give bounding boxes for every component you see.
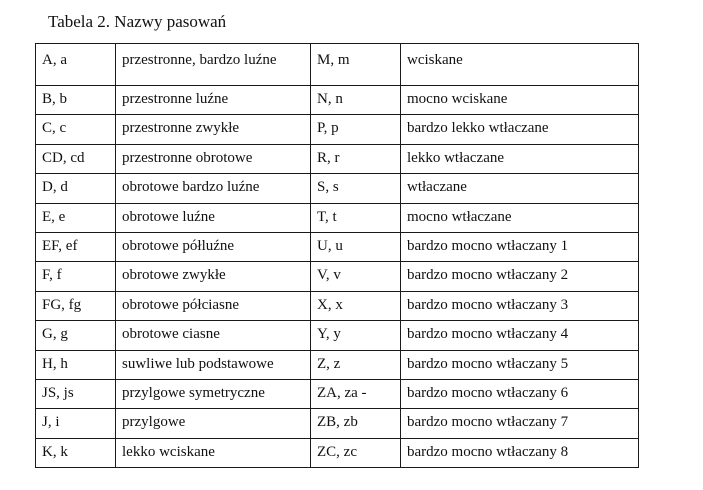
fit-symbol-cell: FG, fg bbox=[36, 291, 116, 320]
fit-symbol-cell: K, k bbox=[36, 438, 116, 467]
fit-name-cell: bardzo mocno wtłaczany 1 bbox=[401, 232, 639, 261]
fit-name-cell: bardzo mocno wtłaczany 2 bbox=[401, 262, 639, 291]
fit-symbol-cell: B, b bbox=[36, 86, 116, 115]
fit-name-cell: wtłaczane bbox=[401, 174, 639, 203]
fit-symbol-cell: X, x bbox=[311, 291, 401, 320]
fit-symbol-cell: J, i bbox=[36, 409, 116, 438]
fit-name-cell: obrotowe zwykłe bbox=[116, 262, 311, 291]
fit-symbol-cell: U, u bbox=[311, 232, 401, 261]
fit-symbol-cell: EF, ef bbox=[36, 232, 116, 261]
table-row bbox=[36, 321, 639, 350]
fit-name-cell: bardzo mocno wtłaczany 3 bbox=[401, 291, 639, 320]
fit-symbol-cell: D, d bbox=[36, 174, 116, 203]
fit-symbol-cell: F, f bbox=[36, 262, 116, 291]
fits-table-body bbox=[36, 44, 639, 468]
table-row bbox=[36, 262, 639, 291]
fit-symbol-cell: C, c bbox=[36, 115, 116, 144]
fit-symbol-cell: T, t bbox=[311, 203, 401, 232]
fit-symbol-cell: Z, z bbox=[311, 350, 401, 379]
fit-name-cell: bardzo lekko wtłaczane bbox=[401, 115, 639, 144]
fit-symbol-cell: V, v bbox=[311, 262, 401, 291]
fit-name-cell: suwliwe lub podstawowe bbox=[116, 350, 311, 379]
table-row bbox=[36, 203, 639, 232]
table-row bbox=[36, 350, 639, 379]
table-row bbox=[36, 115, 639, 144]
fit-name-cell: przestronne zwykłe bbox=[116, 115, 311, 144]
fit-symbol-cell: R, r bbox=[311, 144, 401, 173]
fit-symbol-cell: G, g bbox=[36, 321, 116, 350]
fit-name-cell: obrotowe półciasne bbox=[116, 291, 311, 320]
fit-name-cell: mocno wtłaczane bbox=[401, 203, 639, 232]
fit-symbol-cell: P, p bbox=[311, 115, 401, 144]
fit-symbol-cell: Y, y bbox=[311, 321, 401, 350]
table-row bbox=[36, 174, 639, 203]
fit-symbol-cell: H, h bbox=[36, 350, 116, 379]
table-caption: Tabela 2. Nazwy pasowań bbox=[48, 12, 227, 31]
fit-symbol-cell: ZA, za - bbox=[311, 379, 401, 408]
fit-name-cell: obrotowe ciasne bbox=[116, 321, 311, 350]
fit-symbol-cell: M, m bbox=[311, 44, 401, 86]
table-row bbox=[36, 144, 639, 173]
fit-name-cell: przestronne obrotowe bbox=[116, 144, 311, 173]
fit-name-cell: bardzo mocno wtłaczany 8 bbox=[401, 438, 639, 467]
fit-name-cell: wciskane bbox=[401, 44, 639, 86]
fit-symbol-cell: ZC, zc bbox=[311, 438, 401, 467]
fit-name-cell: lekko wciskane bbox=[116, 438, 311, 467]
fit-symbol-cell: S, s bbox=[311, 174, 401, 203]
fits-table bbox=[35, 43, 639, 468]
fit-name-cell: bardzo mocno wtłaczany 7 bbox=[401, 409, 639, 438]
fit-name-cell: przestronne luźne bbox=[116, 86, 311, 115]
fit-symbol-cell: CD, cd bbox=[36, 144, 116, 173]
fit-symbol-cell: N, n bbox=[311, 86, 401, 115]
fit-name-cell: mocno wciskane bbox=[401, 86, 639, 115]
fit-symbol-cell: A, a bbox=[36, 44, 116, 86]
fit-name-cell: obrotowe półluźne bbox=[116, 232, 311, 261]
table-row bbox=[36, 86, 639, 115]
table-row bbox=[36, 44, 639, 86]
fit-name-cell: przylgowe bbox=[116, 409, 311, 438]
fit-symbol-cell: JS, js bbox=[36, 379, 116, 408]
table-row bbox=[36, 438, 639, 467]
fit-symbol-cell: E, e bbox=[36, 203, 116, 232]
table-row bbox=[36, 409, 639, 438]
fit-name-cell: lekko wtłaczane bbox=[401, 144, 639, 173]
table-row bbox=[36, 232, 639, 261]
fit-name-cell: bardzo mocno wtłaczany 6 bbox=[401, 379, 639, 408]
fit-name-cell: przestronne, bardzo luźne bbox=[116, 44, 311, 86]
table-row bbox=[36, 379, 639, 408]
fit-name-cell: przylgowe symetryczne bbox=[116, 379, 311, 408]
fit-name-cell: bardzo mocno wtłaczany 5 bbox=[401, 350, 639, 379]
fit-symbol-cell: ZB, zb bbox=[311, 409, 401, 438]
fit-name-cell: obrotowe bardzo luźne bbox=[116, 174, 311, 203]
table-row bbox=[36, 291, 639, 320]
fit-name-cell: obrotowe luźne bbox=[116, 203, 311, 232]
fit-name-cell: bardzo mocno wtłaczany 4 bbox=[401, 321, 639, 350]
